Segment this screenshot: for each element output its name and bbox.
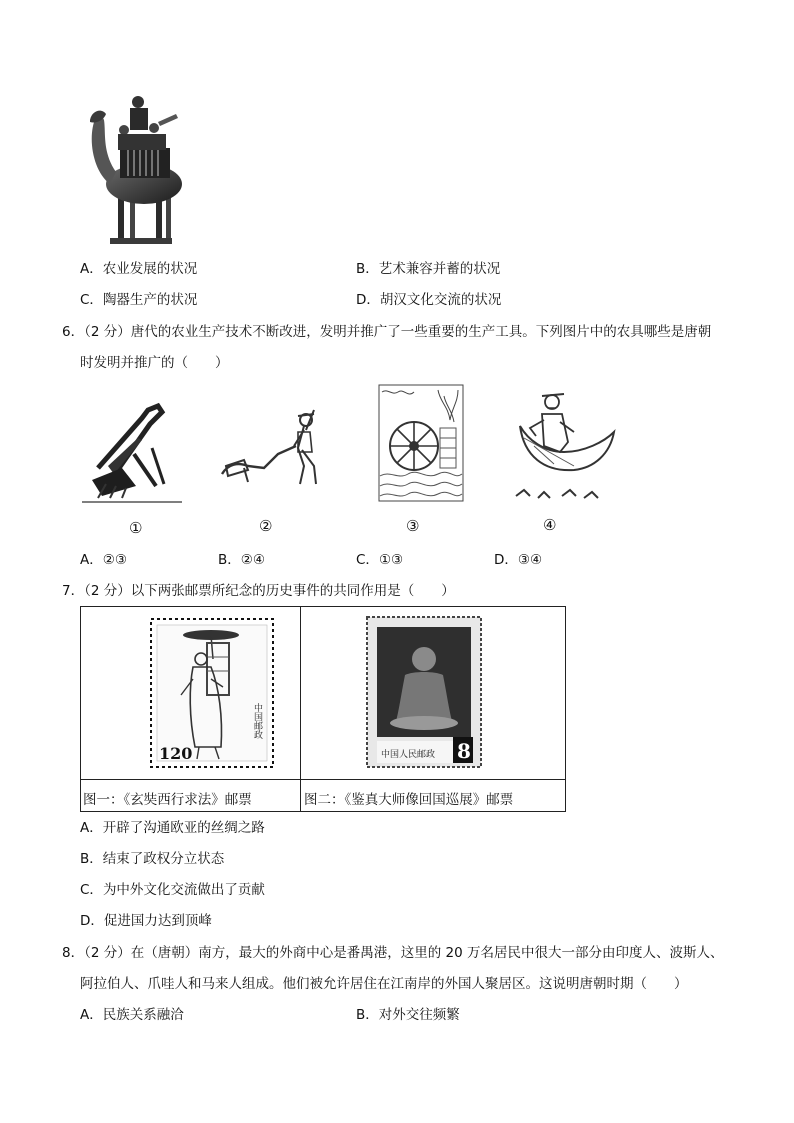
- stamp2-country-text: 中国人民邮政: [381, 750, 436, 760]
- tool-image-4-man-in-boat: [514, 386, 618, 506]
- q8-option-b[interactable]: B．对外交往频繁: [356, 1007, 460, 1023]
- tool-image-1-curved-plow: [82, 398, 184, 504]
- stamp1-value-text: 120: [159, 744, 193, 763]
- q6-option-c[interactable]: C．①③: [356, 552, 404, 568]
- tool-image-3-waterwheel: [378, 384, 464, 502]
- q6-stem-line1: 6．（2 分）唐代的农业生产技术不断改进，发明并推广了一些重要的生产工具。下列图片中的农具哪些是唐朝: [62, 324, 712, 340]
- stamp-xuanzang-image: [149, 617, 275, 769]
- tool-label-4: ④: [543, 516, 557, 534]
- q7-option-d[interactable]: D．促进国力达到顶峰: [80, 913, 212, 929]
- stamp2-value-text: 8: [457, 739, 471, 763]
- stamp-jianzhen-image: [365, 615, 483, 769]
- tool-label-2: ②: [259, 517, 273, 535]
- q5-option-d[interactable]: D．胡汉文化交流的状况: [356, 292, 502, 308]
- q7-option-a[interactable]: A．开辟了沟通欧亚的丝绸之路: [80, 820, 265, 836]
- q7-option-c[interactable]: C．为中外文化交流做出了贡献: [80, 882, 265, 898]
- camel-figurine-image: [80, 92, 188, 248]
- table-divider-horizontal: [81, 779, 565, 780]
- q6-option-a[interactable]: A．②③: [80, 552, 127, 568]
- q7-option-b[interactable]: B．结束了政权分立状态: [80, 851, 225, 867]
- q8-option-a[interactable]: A．民族关系融洽: [80, 1007, 184, 1023]
- stamp2-caption: 图二：《鉴真大师像回国巡展》邮票: [304, 792, 514, 808]
- stamp1-country-text: 中国邮政: [252, 703, 262, 739]
- q6-option-b[interactable]: B．②④: [218, 552, 265, 568]
- stamp-table: [80, 606, 566, 812]
- q5-option-c[interactable]: C．陶器生产的状况: [80, 292, 198, 308]
- q5-option-a[interactable]: A．农业发展的状况: [80, 261, 198, 277]
- q8-stem-line1: 8．（2 分）在（唐朝）南方，最大的外商中心是番禺港，这里的 20 万名居民中很大一部分由印度人、波斯人、: [62, 945, 724, 961]
- q7-stem: 7．（2 分）以下两张邮票所纪念的历史事件的共同作用是（ ）: [62, 583, 455, 599]
- table-divider-vertical: [300, 607, 301, 811]
- tool-label-1: ①: [129, 519, 143, 537]
- stamp1-caption: 图一：《玄奘西行求法》邮票: [83, 792, 252, 808]
- q6-stem-line2: 时发明并推广的（ ）: [80, 355, 229, 371]
- tool-label-3: ③: [406, 517, 420, 535]
- q5-option-b[interactable]: B．艺术兼容并蓄的状况: [356, 261, 501, 277]
- q6-option-d[interactable]: D．③④: [494, 552, 543, 568]
- tool-image-2-man-plowing: [218, 406, 330, 488]
- q8-stem-line2: 阿拉伯人、爪哇人和马来人组成。他们被允许居住在江南岸的外国人聚居区。这说明唐朝时期（ ）: [80, 976, 688, 992]
